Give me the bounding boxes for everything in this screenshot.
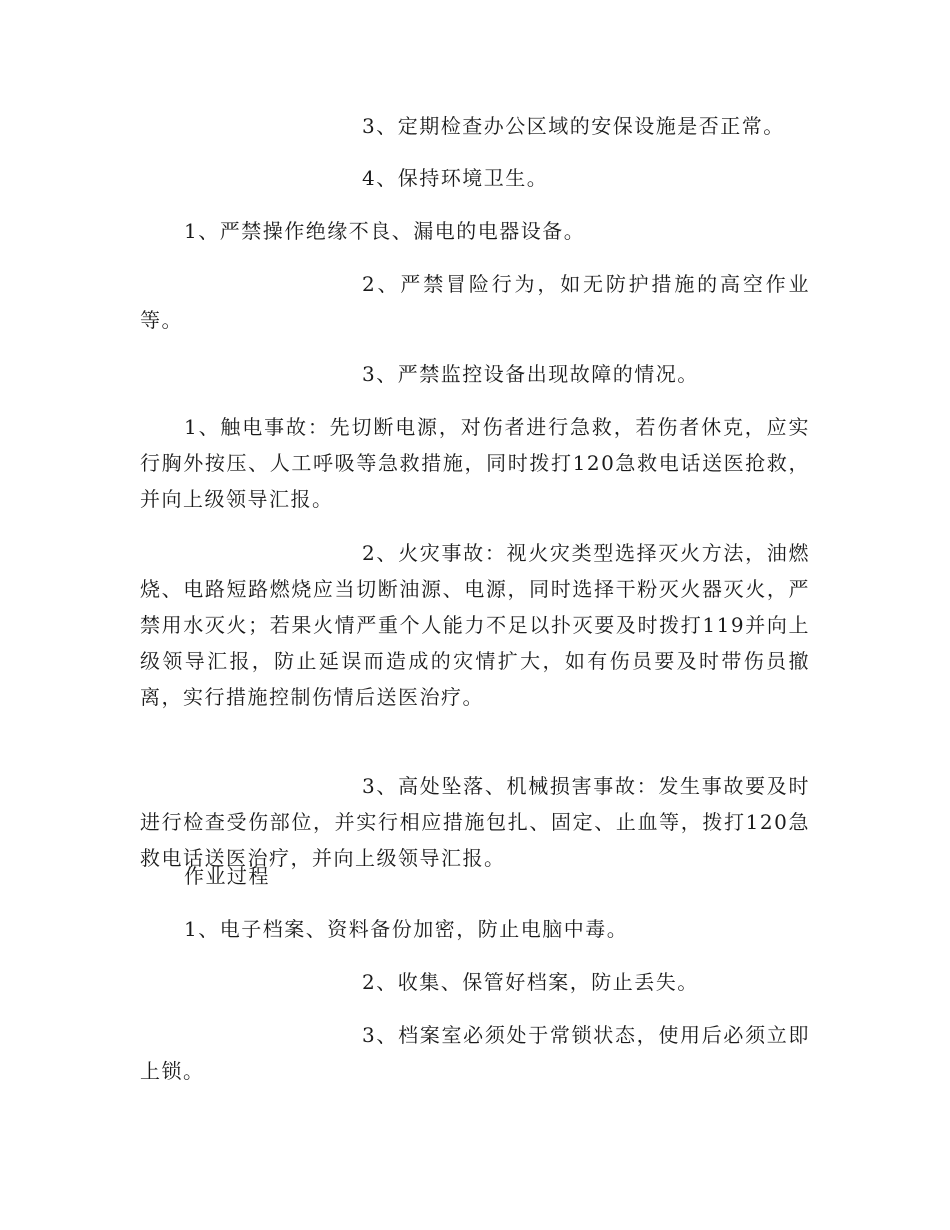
- paragraph-fall-accident: 3、高处坠落、机械损害事故：发生事故要及时进行检查受伤部位，并实行相应措施包扎、固定、止血等，拨打120急救电话送医治疗，并向上级领导汇报。: [140, 774, 810, 870]
- paragraph-backup-encryption: 1、电子档案、资料备份加密，防止电脑中毒。: [184, 917, 629, 941]
- paragraph-archive-keeping: 2、收集、保管好档案，防止丢失。: [362, 970, 699, 994]
- paragraph-fire-accident: 2、火灾事故：视火灾类型选择灭火方法，油燃烧、电路短路燃烧应当切断油源、电源，同时选择干粉灭火器灭火，严禁用水灭火；若果火情严重个人能力不足以扑灭要及时拨打119并向上级领导汇报，防止延误而造成的灾情扩大，如有伤员要及时带伤员撤离，实行措施控制伤情后送医治疗。: [140, 541, 810, 709]
- paragraph-electric-shock: 1、触电事故：先切断电源，对伤者进行急救，若伤者休克，应实行胸外按压、人工呼吸等急救措施，同时拨打120急救电话送医抢救，并向上级领导汇报。: [140, 415, 810, 511]
- section-heading-work-process: 作业过程: [184, 864, 270, 888]
- paragraph-prohibit-electrical: 1、严禁操作绝缘不良、漏电的电器设备。: [184, 219, 586, 243]
- paragraph-hygiene: 4、保持环境卫生。: [362, 166, 549, 190]
- paragraph-archive-lock: 3、档案室必须处于常锁状态，使用后必须立即上锁。: [140, 1023, 810, 1083]
- paragraph-security-check: 3、定期检查办公区域的安保设施是否正常。: [362, 114, 785, 138]
- paragraph-prohibit-monitor-fault: 3、严禁监控设备出现故障的情况。: [362, 362, 699, 386]
- paragraph-prohibit-risk: 2、严禁冒险行为，如无防护措施的高空作业等。: [140, 272, 810, 332]
